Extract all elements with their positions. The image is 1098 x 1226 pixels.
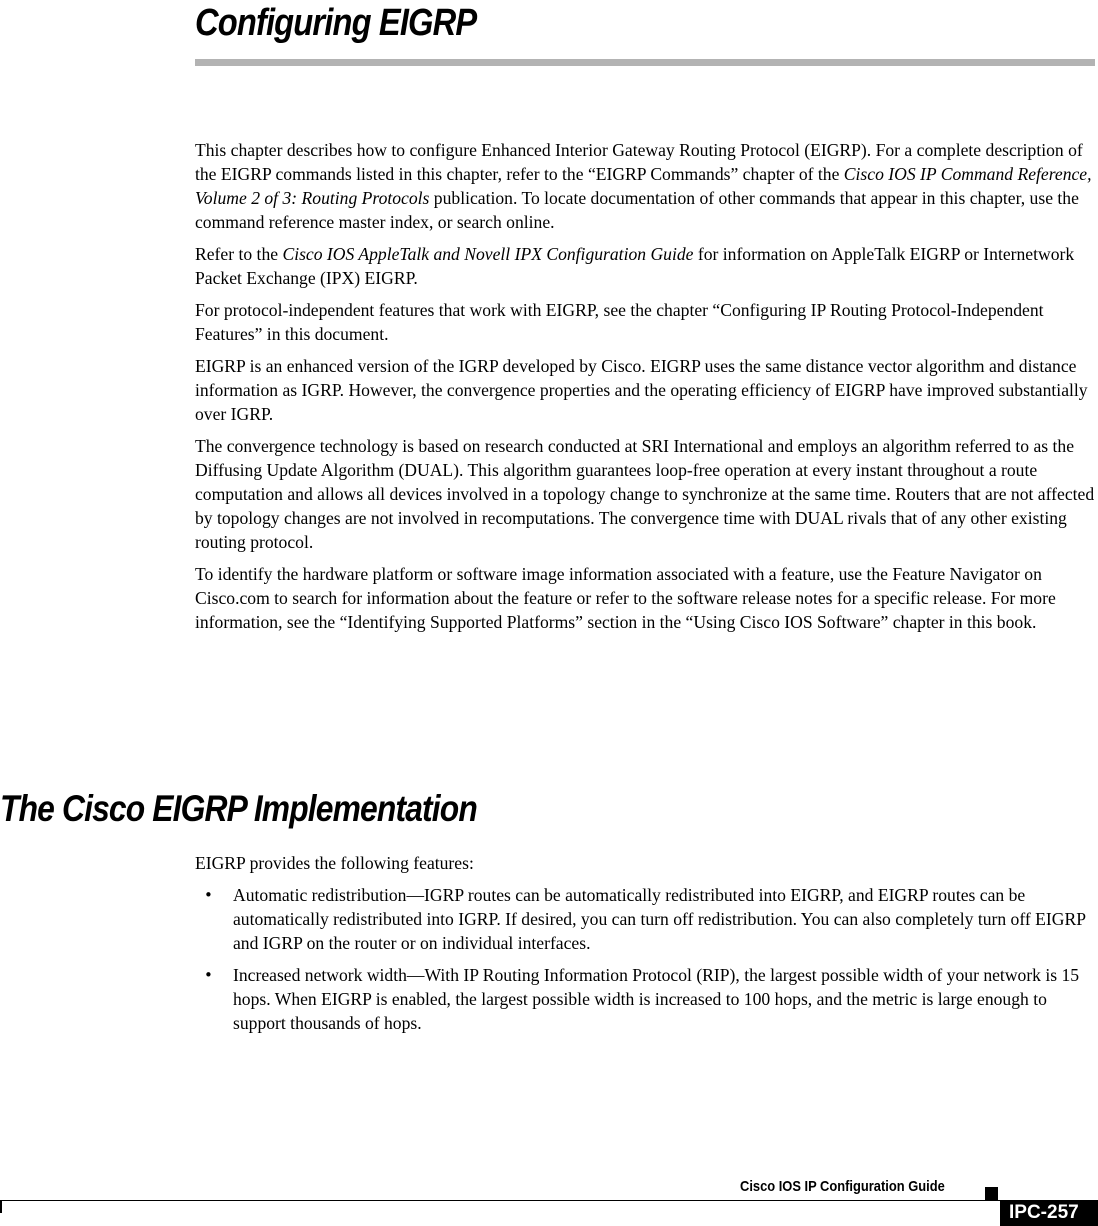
paragraph-text: for information on AppleTalk EIGRP or Internetwork Packet Exchange (IPX) EIGRP.	[195, 244, 1075, 288]
feature-list-item	[195, 883, 1095, 955]
title-rule	[195, 59, 1095, 66]
intro-paragraph-p4	[195, 354, 1095, 426]
intro-paragraph-p6	[195, 562, 1095, 634]
feature-list	[195, 883, 1095, 1035]
book-title-reference: Cisco IOS AppleTalk and Novell IPX Configuration Guide	[282, 244, 694, 264]
feature-list-item	[195, 963, 1095, 1035]
paragraph-text: EIGRP is an enhanced version of the IGRP developed by Cisco. EIGRP uses the same distance vector algorithm and distance information as IGRP. However, the convergence properties and the operating efficiency of EIGRP have improved substantially over IGRP.	[195, 356, 1088, 424]
chapter-title: Configuring EIGRP	[195, 2, 477, 44]
intro-paragraph-p1	[195, 138, 1095, 234]
footer-marker-square	[985, 1187, 998, 1200]
features-lead: EIGRP provides the following features:	[195, 853, 474, 873]
section-title: The Cisco EIGRP Implementation	[0, 788, 477, 829]
intro-paragraph-p2	[195, 242, 1095, 290]
page-number: IPC-257	[1009, 1202, 1079, 1223]
paragraph-text: For protocol-independent features that work with EIGRP, see the chapter “Configuring IP Routing Protocol-Independent Features” in this document.	[195, 300, 1044, 344]
bullet-icon: •	[204, 886, 213, 904]
feature-text: Increased network width—With IP Routing Information Protocol (RIP), the largest possible width of your network is 15 hops. When EIGRP is enabled, the largest possible width is increased to 100 hops, and the metric is large enough to support thousands of hops.	[233, 965, 1080, 1033]
footer-guide-title: Cisco IOS IP Configuration Guide	[740, 1178, 945, 1195]
paragraph-text: This chapter describes how to configure Enhanced Interior Gateway Routing Protocol (EIGRP). For a complete description of the EIGRP commands listed in this chapter, refer to the “EIGRP Commands” chapter of the	[195, 140, 1083, 184]
features-block	[195, 851, 1095, 1043]
paragraph-text: The convergence technology is based on research conducted at SRI International and employs an algorithm referred to as the Diffusing Update Algorithm (DUAL). This algorithm guarantees loop-free operation at every instant throughout a route computation and allows all devices involved in a topology change to synchronize at the same time. Routers that are not affected by topology changes are not involved in recomputations. The convergence time with DUAL rivals that of any other existing routing protocol.	[195, 436, 1095, 552]
paragraph-text: Refer to the	[195, 244, 283, 264]
feature-text: Automatic redistribution—IGRP routes can be automatically redistributed into EIGRP, and EIGRP routes can be automatically redistributed into IGRP. If desired, you can turn off redistribution. You can also completely turn off EIGRP and IGRP on the router or on individual interfaces.	[233, 885, 1086, 953]
intro-body	[195, 138, 1095, 642]
book-title-reference: Cisco IOS IP Command Reference, Volume 2 of 3: Routing Protocols	[195, 164, 1092, 208]
paragraph-text: To identify the hardware platform or software image information associated with a feature, use the Feature Navigator on Cisco.com to search for information about the feature or refer to the software release notes for a specific release. For more information, see the “Identifying Supported Platforms” section in the “Using Cisco IOS Software” chapter in this book.	[195, 564, 1056, 632]
paragraph-text: publication. To locate documentation of other commands that appear in this chapter, use the command reference master index, or search online.	[195, 188, 1079, 232]
footer-tick	[0, 1201, 2, 1213]
bullet-icon: •	[204, 966, 213, 984]
intro-paragraph-p3	[195, 298, 1095, 346]
intro-paragraph-p5	[195, 434, 1095, 554]
footer-rule	[0, 1200, 1000, 1201]
